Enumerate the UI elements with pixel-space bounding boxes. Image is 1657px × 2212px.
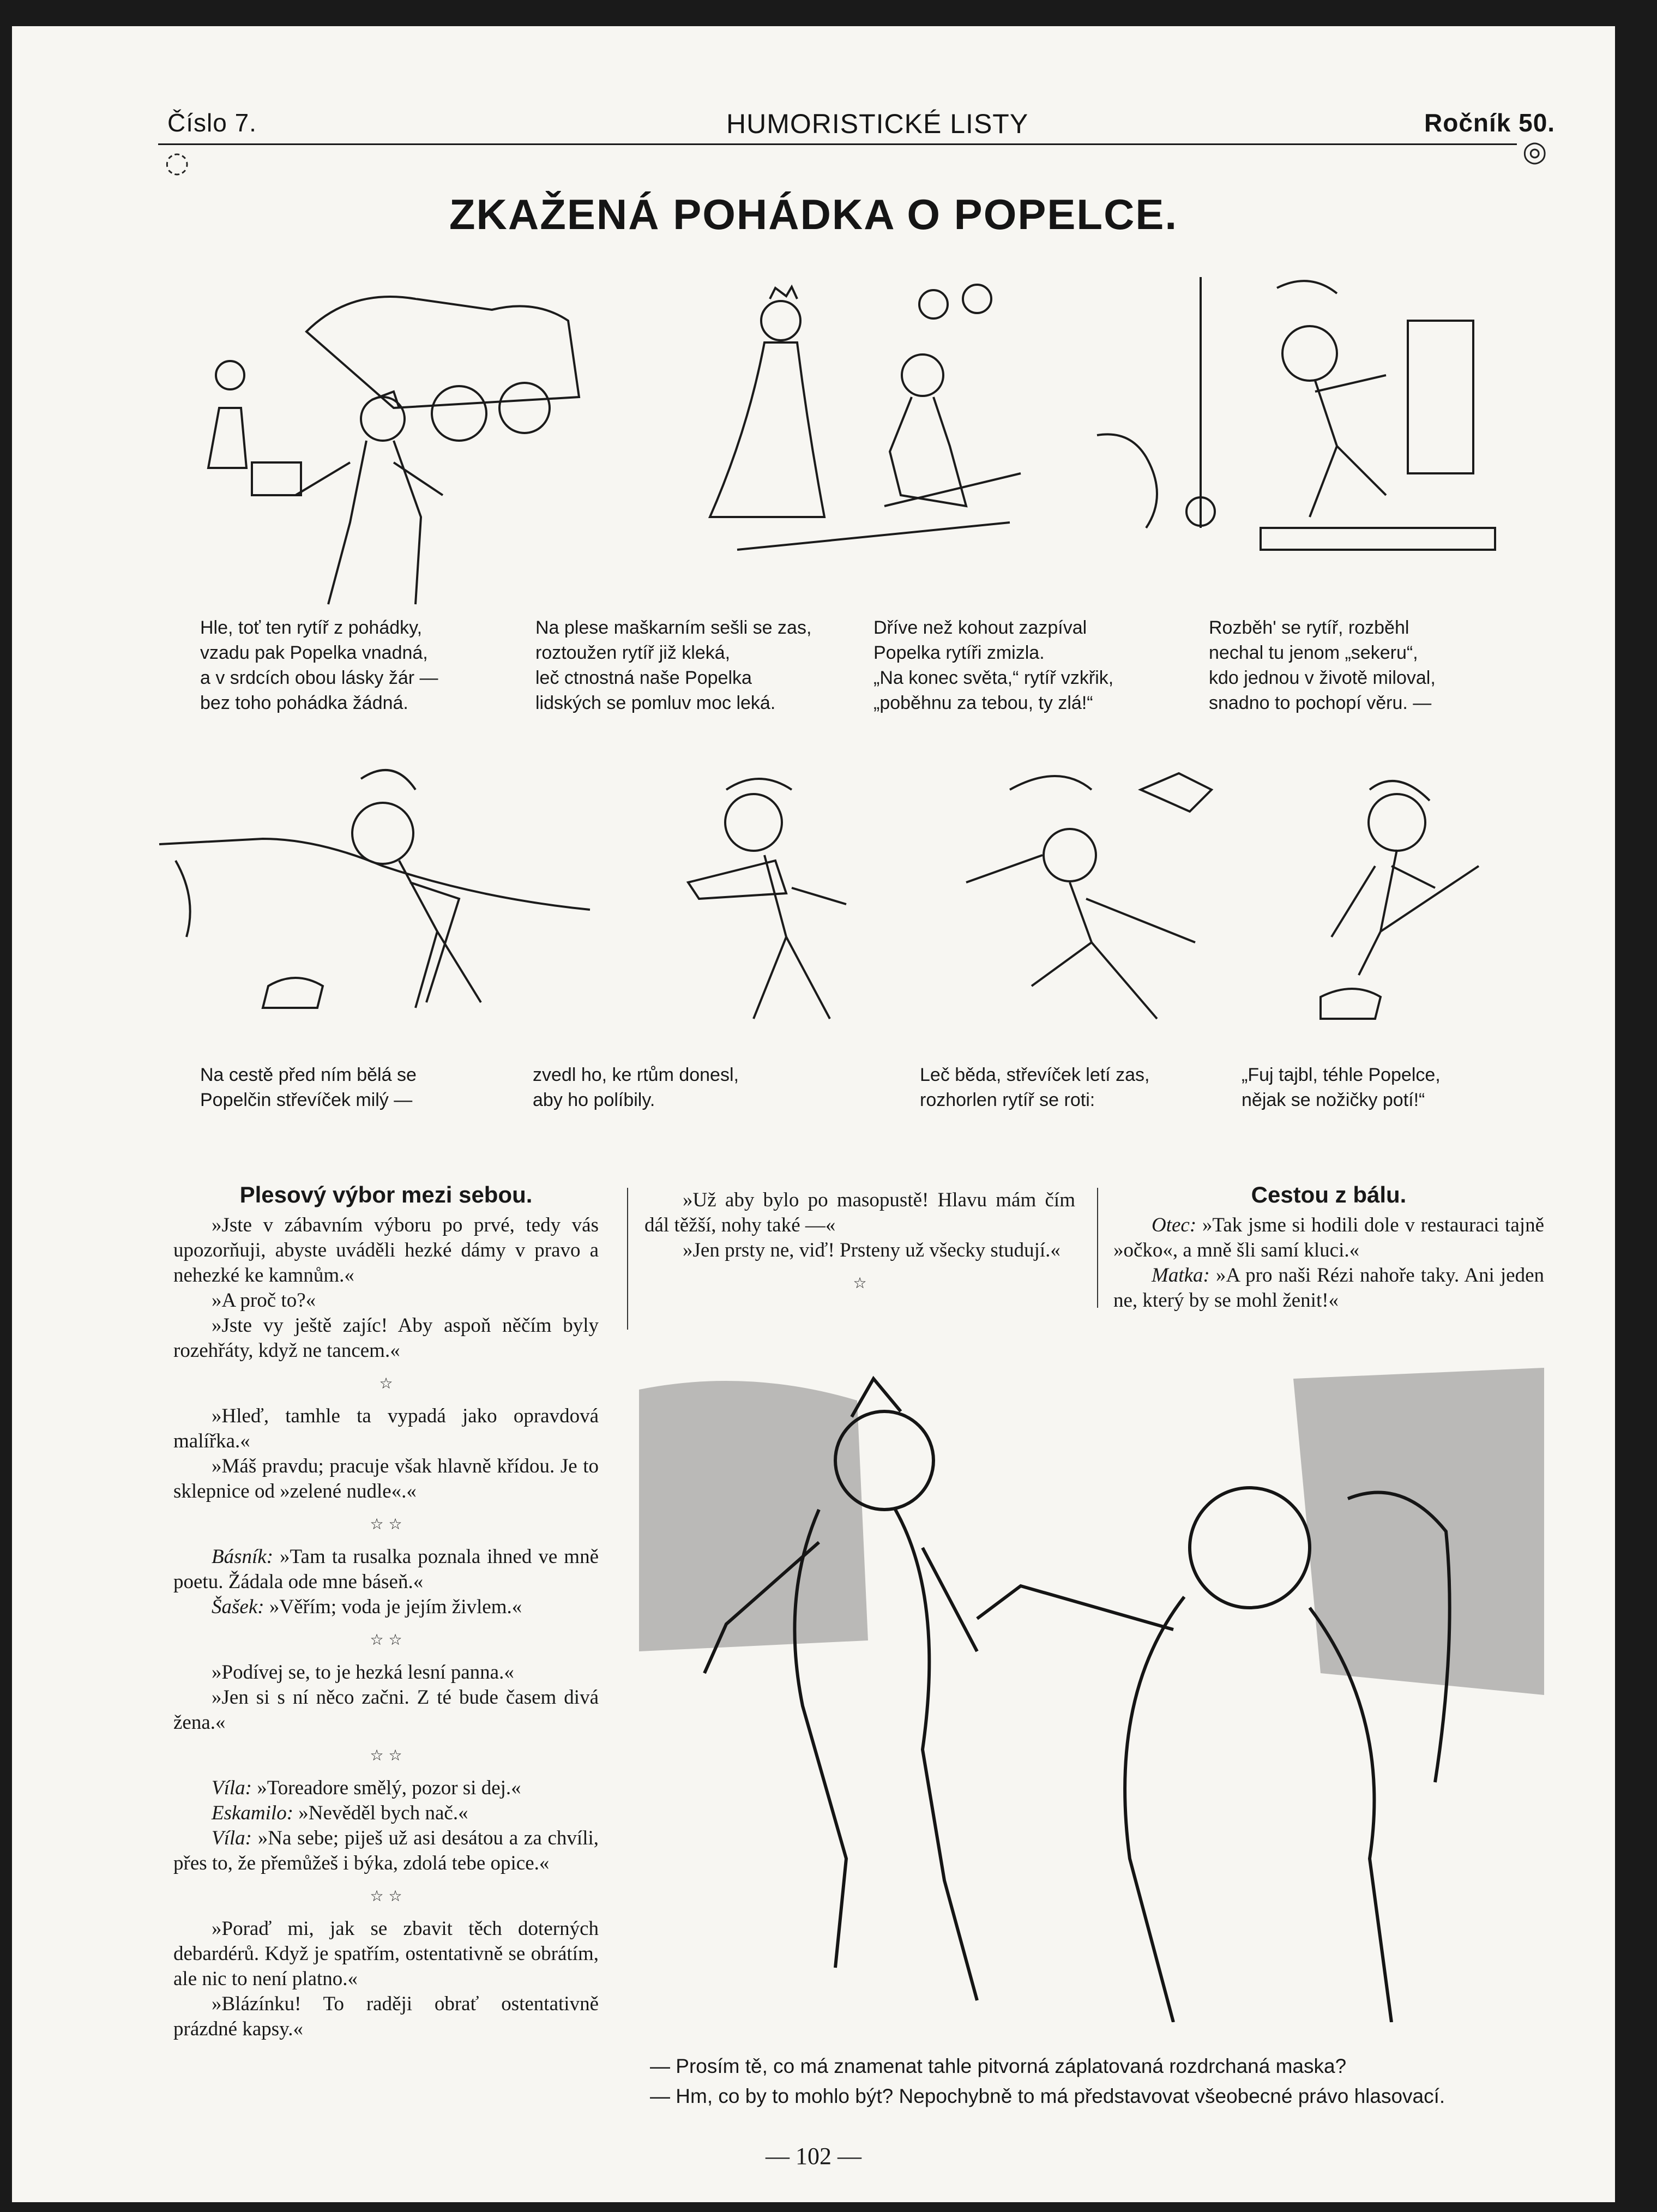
page-title: ZKAŽENÁ POHÁDKA O POPELCE. xyxy=(449,190,1178,238)
illustration-slipper-flying xyxy=(961,757,1266,1062)
paragraph: »Máš pravdu; pracuje však hlavně křídou. Je to sklepnice od »zelené nudle«.« xyxy=(173,1455,599,1502)
header-magazine-title: HUMORISTICKÉ LISTY xyxy=(726,109,1029,139)
dialogue-text: »Věřím; voda je jejím živlem.« xyxy=(264,1596,522,1618)
star-separator: ☆ xyxy=(379,1374,393,1392)
column-divider xyxy=(627,1188,628,1330)
speaker-label: Otec: xyxy=(1152,1214,1197,1236)
paragraph: »Jste vy ještě zajíc! Aby aspoň něčím byly rozehřáty, když ne tancem.« xyxy=(173,1314,599,1362)
paragraph: »Jen prsty ne, viď! Prsteny už všecky studují.« xyxy=(683,1239,1061,1261)
column-carnival xyxy=(644,1188,1075,1303)
magazine-page xyxy=(12,26,1615,2202)
caption-bottom-2: zvedl ho, ke rtům donesl, aby ho políbily. xyxy=(533,1065,739,1110)
dialogue-line xyxy=(173,1826,599,1876)
header-issue: Číslo 7. xyxy=(167,109,257,137)
dialogue-line xyxy=(1113,1213,1544,1263)
paragraph: »Už aby bylo po masopustě! Hlavu mám čím dál těžší, nohy také —« xyxy=(644,1189,1075,1236)
caption-top-2: Na plese maškarním sešli se zas, roztoužen rytíř již kleká, leč ctnostná naše Popelka lidských se pomluv moc leká. xyxy=(535,617,812,713)
dialogue-text: »Na sebe; piješ už asi desátou a za chvíli, přes to, že přemůžeš i býka, zdolá tebe opice.« xyxy=(173,1827,599,1874)
dialogue-text: »Tak jsme si hodili dole v restauraci tajně »očko«, a mně šli samí kluci.« xyxy=(1113,1214,1544,1261)
caption-bottom-4: „Fuj tajbl, téhle Popelce, nějak se nožičky potí!“ xyxy=(1242,1065,1441,1110)
page-number: — 102 — xyxy=(766,2143,861,2169)
star-separator: ☆ ☆ xyxy=(370,1746,402,1764)
illustration-patched-mask-cartoon xyxy=(639,1368,1544,2022)
star-separator: ☆ ☆ xyxy=(370,1515,402,1533)
caption-top-1: Hle, toť ten rytíř z pohádky, vzadu pak Popelka vnadná, a v srdcích obou lásky žár — bez toho pohádka žádná. xyxy=(200,617,438,713)
dialogue-text: »Toreadore smělý, pozor si dej.« xyxy=(251,1777,521,1799)
speaker-label: Matka: xyxy=(1152,1264,1210,1287)
speaker-label: Básník: xyxy=(212,1546,274,1568)
speaker-label: Víla: xyxy=(212,1777,252,1799)
column-ball-committee xyxy=(173,1182,599,2042)
caption-top-3: Dříve než kohout zazpíval Popelka rytíři zmizla. „Na konec světa,“ rytíř vzkřik, „poběhnu za tebou, ty zlá!“ xyxy=(873,617,1114,713)
dialogue-line xyxy=(173,1776,599,1801)
star-separator: ☆ ☆ xyxy=(370,1887,402,1905)
illustration-masquerade-ball xyxy=(628,266,1064,593)
speaker-label: Eskamilo: xyxy=(212,1802,294,1824)
column-divider xyxy=(1097,1188,1098,1308)
paragraph: »Podívej se, to je hezká lesní panna.« xyxy=(212,1661,514,1684)
speaker-label: Šašek: xyxy=(212,1596,264,1618)
paragraph: »Hleď, tamhle ta vypadá jako opravdová malířka.« xyxy=(173,1405,599,1452)
paragraph: »Blázínku! To raději obrať ostentativně prázdné kapsy.« xyxy=(173,1993,599,2040)
illustration-knight-and-cinderella xyxy=(186,266,601,637)
column-way-from-ball xyxy=(1113,1182,1544,1313)
paragraph: »Jen si s ní něco začni. Z té bude časem divá žena.« xyxy=(173,1686,599,1734)
dialogue-line xyxy=(1113,1263,1544,1313)
dialogue-text: »Nevěděl bych nač.« xyxy=(293,1802,468,1824)
header-rule xyxy=(158,143,1517,145)
star-separator: ☆ xyxy=(853,1274,867,1292)
header-volume: Ročník 50. xyxy=(1424,109,1556,137)
paragraph: »A proč to?« xyxy=(212,1289,316,1312)
illustration-knight-kissing-slipper xyxy=(666,757,993,1062)
cartoon-caption-line-2: — Hm, co by to mohlo být? Nepochybně to má představovat všeobecné právo hlasovací. xyxy=(650,2085,1445,2107)
paragraph: »Poraď mi, jak se zbavit těch doterných debardérů. Když je spatřím, ostentativně se obrátím, ale nic to není platno.« xyxy=(173,1918,599,1990)
illustration-knight-kicking-slipper xyxy=(1299,757,1539,1062)
paragraph: »Jste v zábavním výboru po prvé, tedy vás upozorňuji, abyste uváděli hezké dámy v pravo a nehezké ke kamnům.« xyxy=(173,1214,599,1287)
star-separator: ☆ ☆ xyxy=(370,1631,402,1649)
illustration-knight-running xyxy=(1081,266,1528,593)
dialogue-line xyxy=(173,1544,599,1595)
caption-bottom-1: Na cestě před ním bělá se Popelčin střevíček milý — xyxy=(200,1065,417,1110)
dialogue-text: »A pro naši Rézi nahoře taky. Ani jeden ne, který by se mohl ženit!« xyxy=(1113,1264,1544,1312)
caption-bottom-3: Leč běda, střevíček letí zas, rozhorlen rytíř se roti: xyxy=(920,1065,1150,1110)
dialogue-text: »Tam ta rusalka poznala ihned ve mně poetu. Žádala ode mne báseň.« xyxy=(173,1546,599,1593)
illustration-slipper-on-road xyxy=(154,757,634,1062)
section-heading-way-from-ball: Cestou z bálu. xyxy=(1251,1182,1407,1207)
dialogue-line xyxy=(173,1801,599,1826)
corner-ornament-left: ◌ xyxy=(165,146,190,179)
cartoon-caption-line-1: — Prosím tě, co má znamenat tahle pitvorná záplatovaná rozdrchaná maska? xyxy=(650,2055,1347,2077)
speaker-label: Víla: xyxy=(212,1827,252,1849)
section-heading-ball-committee: Plesový výbor mezi sebou. xyxy=(239,1182,533,1207)
dialogue-line xyxy=(173,1595,599,1620)
corner-ornament-right: ◎ xyxy=(1522,135,1547,168)
caption-top-4: Rozběh' se rytíř, rozběhl nechal tu jenom „sekeru“, kdo jednou v životě miloval, snadno to pochopí věru. — xyxy=(1209,617,1436,713)
